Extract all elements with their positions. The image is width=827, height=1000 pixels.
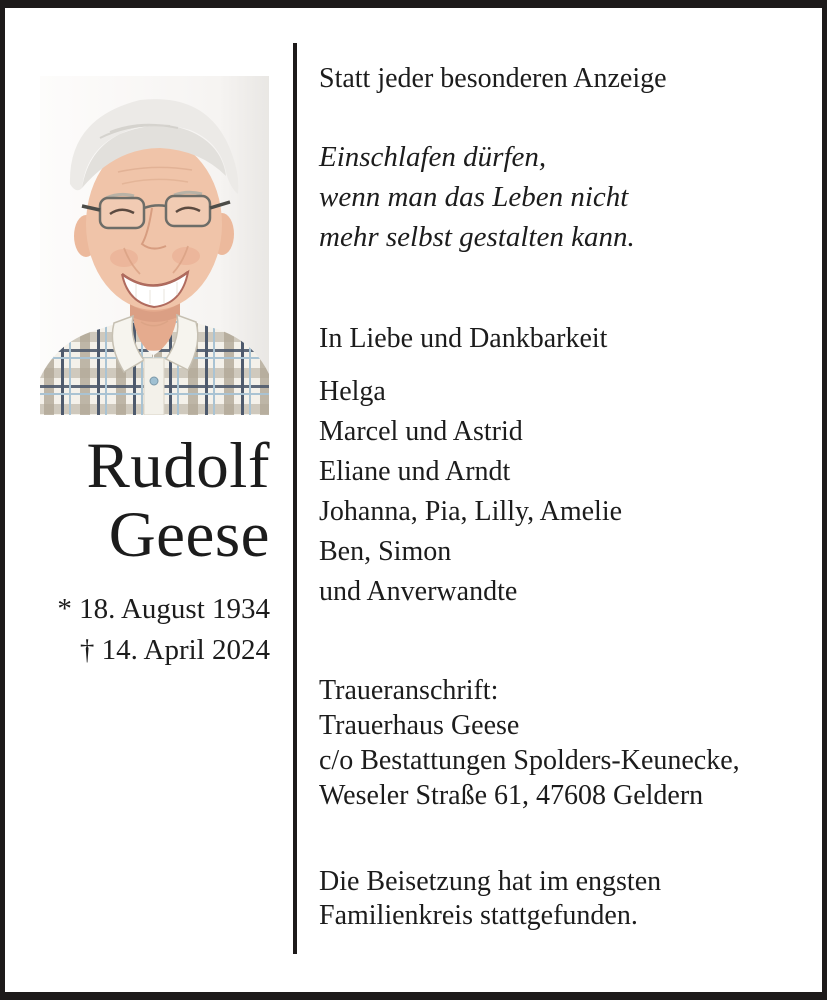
quote-line: wenn man das Leben nicht xyxy=(319,181,629,213)
deceased-first-name: Rudolf xyxy=(86,430,270,502)
address-line: Trauerhaus Geese xyxy=(319,710,520,741)
family-names xyxy=(319,372,622,612)
family-line: Helga xyxy=(319,376,386,407)
life-dates xyxy=(20,589,270,671)
shirt-button xyxy=(150,377,158,385)
family-line: Johanna, Pia, Lilly, Amelie xyxy=(319,496,623,527)
funeral-line: Familienkreis stattgefunden. xyxy=(319,900,638,931)
family-line: Eliane und Arndt xyxy=(319,456,511,487)
address-line: c/o Bestattungen Spolders-Keunecke, xyxy=(319,745,740,776)
death-date: † 14. April 2024 xyxy=(79,634,270,666)
family-line: Ben, Simon xyxy=(319,536,452,567)
family-line: und Anverwandte xyxy=(319,576,518,607)
memorial-quote xyxy=(319,137,635,257)
address-line: Weseler Straße 61, 47608 Geldern xyxy=(319,780,704,811)
quote-line: Einschlafen dürfen, xyxy=(319,141,547,173)
quote-line: mehr selbst gestalten kann. xyxy=(319,221,635,253)
frame-border-right xyxy=(822,0,827,1000)
mourning-address xyxy=(319,673,740,813)
funeral-line: Die Beisetzung hat im engsten xyxy=(319,866,662,897)
deceased-name xyxy=(20,432,270,570)
frame-border-left xyxy=(0,0,5,1000)
family-line: Marcel und Astrid xyxy=(319,416,523,447)
intro-line: Statt jeder besonderen Anzeige xyxy=(319,63,667,94)
portrait-elderly-man-photo xyxy=(40,76,269,415)
frame-border-bottom xyxy=(0,992,827,1000)
mourning-heading: In Liebe und Dankbarkeit xyxy=(319,323,608,354)
birth-date: * 18. August 1934 xyxy=(57,593,270,625)
frame-border-top xyxy=(0,0,827,8)
funeral-note xyxy=(319,865,661,933)
deceased-last-name: Geese xyxy=(108,499,270,571)
address-heading: Traueranschrift: xyxy=(319,675,499,706)
column-divider xyxy=(293,43,297,954)
